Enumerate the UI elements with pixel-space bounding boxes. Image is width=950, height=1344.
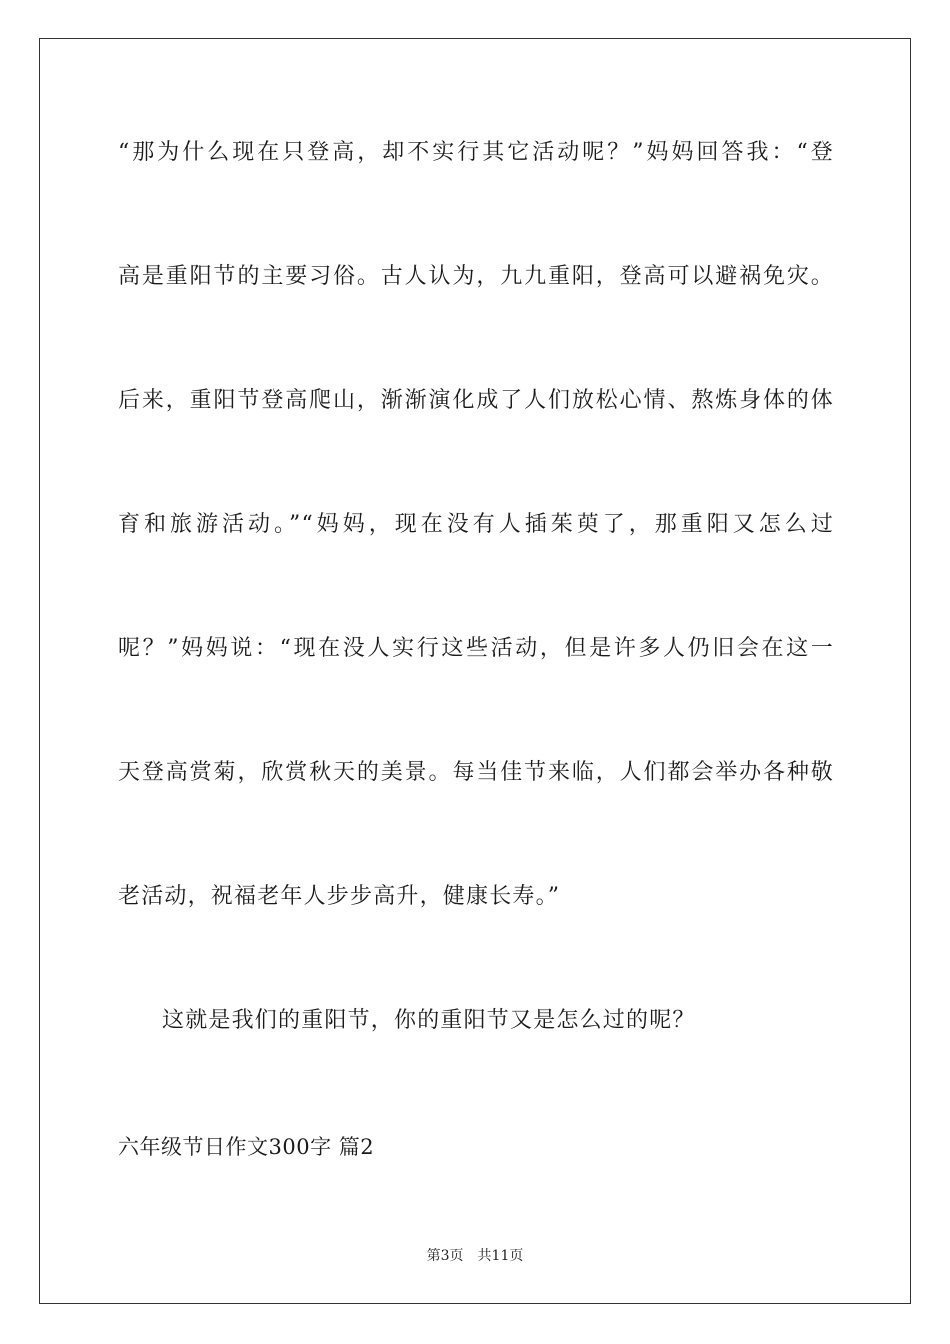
section-heading: 六年级节日作文300字 篇2 — [118, 1135, 375, 1159]
page-border — [39, 38, 911, 1304]
paragraph-line: 天登高赏菊，欣赏秋天的美景。每当佳节来临，人们都会举办各种敬 — [118, 760, 834, 785]
page-footer — [0, 1247, 950, 1265]
closing-line: 这就是我们的重阳节，你的重阳节又是怎么过的呢？ — [162, 1008, 696, 1033]
paragraph-line: 后来，重阳节登高爬山，渐渐演化成了人们放松心情、熬炼身体的体 — [118, 388, 834, 413]
paragraph-line: 呢？”妈妈说：“现在没人实行这些活动，但是许多人仍旧会在这一 — [118, 636, 834, 661]
page-total: 共11页 — [477, 1248, 524, 1264]
paragraph-line: “那为什么现在只登高，却不实行其它活动呢？”妈妈回答我：“登 — [118, 140, 834, 165]
page-number: 第3页 — [426, 1248, 464, 1264]
paragraph-line: 高是重阳节的主要习俗。古人认为，九九重阳，登高可以避祸免灾。 — [118, 264, 834, 289]
paragraph-line: 育和旅游活动。”“妈妈，现在没有人插茱萸了，那重阳又怎么过 — [118, 512, 834, 537]
paragraph-line: 老活动，祝福老年人步步高升，健康长寿。” — [118, 884, 561, 909]
